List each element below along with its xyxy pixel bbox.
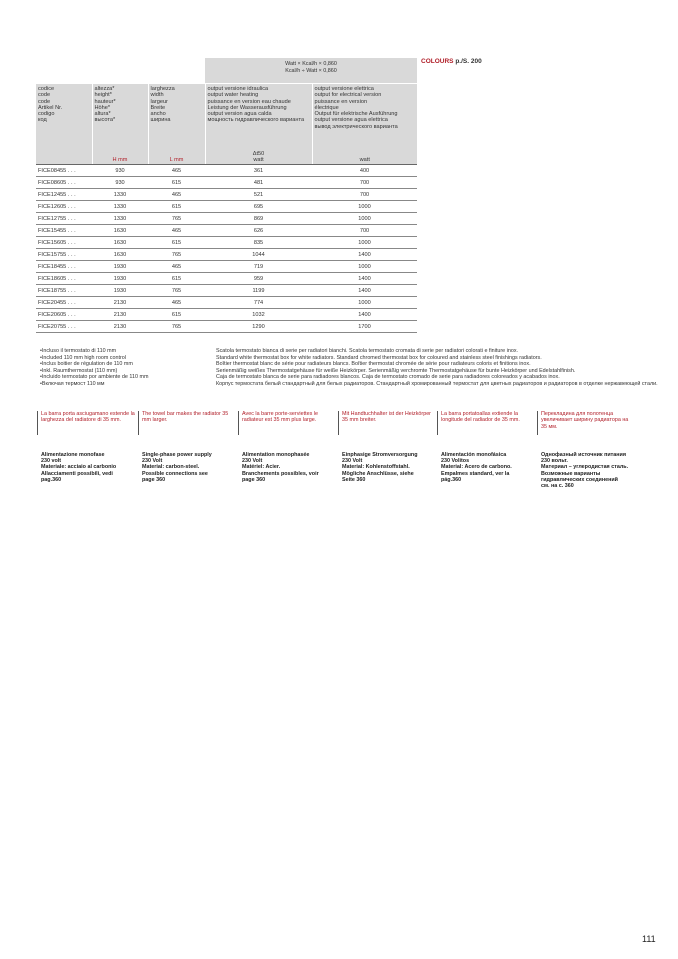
cell-hydraulic: 1199 (205, 285, 312, 297)
cell-electric: 1000 (312, 297, 417, 309)
table-row (36, 237, 417, 249)
conversion-line-2: Kcal/h ÷ Watt × 0,860 (285, 68, 337, 74)
supply-note (342, 452, 440, 483)
cell-width: 765 (148, 321, 205, 333)
thermostat-descriptions (216, 348, 658, 388)
colours-reference[interactable] (421, 58, 482, 65)
header-line: hauteur* (94, 98, 116, 105)
cell-code: FICE20755 . . . (36, 321, 92, 333)
cell-electric: 1400 (312, 309, 417, 321)
cell-height: 1630 (92, 249, 148, 261)
header-line: output versione idraulica (207, 86, 269, 92)
cell-code: FICE20455 . . . (36, 297, 92, 309)
towelbar-note: La barra porta asciugamano estende la larghezza del radiatore di 35 mm. (37, 411, 135, 435)
product-table (36, 84, 417, 333)
cell-code: FICE12605 . . . (36, 201, 92, 213)
cell-height: 2130 (92, 297, 148, 309)
header-line: altezza* (94, 86, 115, 92)
unit-electric-text: watt (359, 157, 370, 164)
header-line: вывод электрического варианта (314, 123, 398, 130)
table-row (36, 189, 417, 201)
cell-height: 1630 (92, 237, 148, 249)
header-line: largeur (150, 98, 168, 105)
table-row (36, 273, 417, 285)
header-line: output versione elettrica (314, 86, 374, 92)
cell-hydraulic: 626 (205, 225, 312, 237)
header-line: Höhe* (94, 104, 111, 111)
note-line: • Inkl. Raumthermostat (110 mm) (40, 368, 148, 375)
supply-line: Possible connections see (142, 470, 208, 477)
header-line: électrique (314, 104, 339, 111)
supply-line: 230 Volt (142, 458, 163, 465)
cell-hydraulic: 1290 (205, 321, 312, 333)
cell-code: FICE18605 . . . (36, 273, 92, 285)
supply-line: page 360 (242, 476, 266, 483)
cell-width: 615 (148, 273, 205, 285)
cell-code: FICE15455 . . . (36, 225, 92, 237)
cell-electric: 700 (312, 177, 417, 189)
cell-height: 1330 (92, 189, 148, 201)
supply-line: pag.360 (41, 476, 62, 483)
cell-width: 615 (148, 237, 205, 249)
cell-width: 765 (148, 213, 205, 225)
colours-label: COLOURS (421, 58, 454, 65)
cell-height: 2130 (92, 321, 148, 333)
note-line: • Incluido termostato por ambiente de 110 mm (40, 374, 148, 381)
header-line: code (38, 98, 51, 105)
supply-line: Mögliche Anschlüsse, siehe (342, 470, 414, 477)
cell-electric: 1400 (312, 285, 417, 297)
cell-code: FICE08605 . . . (36, 177, 92, 189)
supply-line: 230 Volt (342, 458, 363, 465)
conversion-box (205, 58, 417, 83)
unit-electric (312, 150, 417, 165)
unit-width (148, 150, 205, 165)
supply-line: 230 вольт. (541, 458, 568, 465)
header-line: puissance en version eau chaude (207, 98, 291, 105)
cell-hydraulic: 481 (205, 177, 312, 189)
supply-line: 230 Volitos (441, 458, 470, 465)
cell-electric: 1000 (312, 201, 417, 213)
cell-width: 615 (148, 309, 205, 321)
towelbar-note: La barra portatoallas extiende la longitude del radiador de 35 mm. (437, 411, 535, 435)
supply-line: Возможные варианты (541, 470, 601, 477)
supply-line: 230 volt (41, 458, 62, 465)
header-line: высота* (94, 117, 116, 124)
table-row (36, 213, 417, 225)
table-row (36, 297, 417, 309)
cell-hydraulic: 361 (205, 165, 312, 177)
cell-width: 465 (148, 165, 205, 177)
cell-hydraulic: 1044 (205, 249, 312, 261)
supply-line: Material: carbon-steel. (142, 464, 200, 471)
header-electric (312, 84, 417, 150)
description-line: Standard white thermostat box for white radiators. Standard chromed thermostat box for coloured and stainless steel finishings radiators. (216, 354, 542, 361)
cell-hydraulic: 835 (205, 237, 312, 249)
cell-width: 465 (148, 225, 205, 237)
cell-code: FICE15605 . . . (36, 237, 92, 249)
supply-line: Branchements possibles, voir (242, 470, 319, 477)
note-line: • Inclus boitier de régulation de 110 mm (40, 361, 148, 368)
supply-line: Materiale: acciaio al carbonio (41, 464, 117, 471)
supply-line: Allacciamenti possibili, vedi (41, 470, 113, 477)
supply-line: Empalmes standard, ver la (441, 470, 510, 477)
cell-height: 1930 (92, 273, 148, 285)
cell-hydraulic: 695 (205, 201, 312, 213)
table-row (36, 309, 417, 321)
supply-line: Single-phase power supply (142, 452, 212, 458)
supply-line: гидравлических соединений (541, 476, 618, 483)
towelbar-note: Перекладина для полотенца увеличивает ширину радиатора на 35 мм. (537, 411, 635, 435)
cell-width: 465 (148, 297, 205, 309)
header-line: Leistung der Wasserausführung (207, 104, 287, 111)
supply-line: Matériel: Acier. (242, 464, 281, 471)
unit-delta-t: Δt50 (252, 151, 265, 158)
header-hydraulic (205, 84, 312, 150)
header-height (92, 84, 148, 150)
towelbar-note: The towel bar makes the radiator 35 mm larger. (138, 411, 236, 435)
description-line: Boîtier thermostat blanc de série pour radiateurs blancs. Boîtier thermostat chromée de série pour radiateurs coloris et finitions inox. (216, 361, 531, 368)
cell-code: FICE08455 . . . (36, 165, 92, 177)
table-row (36, 177, 417, 189)
supply-line: Материал – углеродистая сталь. (541, 464, 629, 471)
header-line: puissance en version (314, 98, 368, 105)
cell-hydraulic: 774 (205, 297, 312, 309)
cell-width: 765 (148, 285, 205, 297)
cell-width: 615 (148, 201, 205, 213)
cell-electric: 700 (312, 189, 417, 201)
note-line: • Включая термост 110 мм (40, 381, 148, 388)
supply-line: Alimentation monophasée (242, 452, 310, 458)
supply-note (541, 452, 639, 489)
unit-code (36, 150, 92, 165)
cell-electric: 400 (312, 165, 417, 177)
cell-hydraulic: 719 (205, 261, 312, 273)
unit-height (92, 150, 148, 165)
supply-line: page 360 (142, 476, 166, 483)
header-line: codigo (38, 111, 55, 118)
unit-height-text: H mm (112, 157, 128, 164)
cell-height: 1630 (92, 225, 148, 237)
unit-hydraulic-text: watt (253, 157, 264, 164)
supply-line: 230 Volt (242, 458, 263, 465)
cell-width: 615 (148, 177, 205, 189)
cell-hydraulic: 1032 (205, 309, 312, 321)
cell-hydraulic: 521 (205, 189, 312, 201)
cell-code: FICE12755 . . . (36, 213, 92, 225)
header-line: Breite (150, 104, 166, 111)
cell-electric: 1400 (312, 249, 417, 261)
cell-height: 1330 (92, 201, 148, 213)
header-line: width (150, 92, 164, 99)
cell-width: 465 (148, 261, 205, 273)
header-line: Output für elektrische Ausführung (314, 111, 398, 118)
supply-note (441, 452, 539, 483)
table-header (36, 84, 417, 150)
note-line: • Included 110 mm high room control (40, 355, 148, 362)
cell-electric: 1000 (312, 213, 417, 225)
table-units (36, 150, 417, 165)
conversion-line-1: Watt × Kcal/h × 0,860 (285, 61, 337, 67)
table-row (36, 249, 417, 261)
table-row (36, 285, 417, 297)
supply-line: Однофазный источник питания (541, 452, 627, 458)
cell-code: FICE20605 . . . (36, 309, 92, 321)
cell-code: FICE18755 . . . (36, 285, 92, 297)
cell-hydraulic: 869 (205, 213, 312, 225)
cell-electric: 1000 (312, 261, 417, 273)
cell-code: FICE12455 . . . (36, 189, 92, 201)
header-line: Artikel Nr. (38, 104, 63, 111)
cell-width: 465 (148, 189, 205, 201)
cell-electric: 1700 (312, 321, 417, 333)
description-line: Caja de termostato blanca de serie para radiadores blancos. Caja de termostato cromado de serie para radiadores coloreados y acabados inox. (216, 374, 560, 381)
supply-note (142, 452, 240, 483)
header-line: мощность гидравлического варианта (207, 117, 305, 124)
supply-line: Alimentación monofásica (441, 452, 507, 458)
header-code (36, 84, 92, 150)
towelbar-note: Mit Handtuchhalter ist der Heizkörper 35 mm breiter. (338, 411, 436, 435)
note-line: • Incluso il termostato di 110 mm (40, 348, 148, 355)
cell-height: 930 (92, 165, 148, 177)
cell-height: 930 (92, 177, 148, 189)
thermostat-notes (40, 348, 148, 388)
table-row (36, 321, 417, 333)
description-line: Scatola termostato bianca di serie per radiatori bianchi. Scatola termostato cromata di serie per radiatori colorati e finiture inox. (216, 348, 519, 354)
table-row (36, 261, 417, 273)
supply-line: Einphasige Stromversorgung (342, 452, 418, 458)
cell-height: 1930 (92, 285, 148, 297)
supply-note (41, 452, 139, 483)
header-width (148, 84, 205, 150)
cell-hydraulic: 959 (205, 273, 312, 285)
header-line: larghezza (150, 86, 175, 92)
supply-line: см. на с. 360 (541, 483, 574, 490)
header-line: height* (94, 92, 112, 99)
table-row (36, 201, 417, 213)
table-row (36, 165, 417, 177)
supply-note (242, 452, 340, 483)
cell-width: 765 (148, 249, 205, 261)
supply-line: Material: Acero de carbono. (441, 464, 512, 471)
supply-line: Material: Kohlenstoffstahl. (342, 464, 410, 471)
header-line: altura* (94, 111, 111, 118)
cell-code: FICE15755 . . . (36, 249, 92, 261)
cell-electric: 1400 (312, 273, 417, 285)
header-line: codice (38, 86, 55, 92)
unit-width-text: L mm (169, 157, 184, 164)
supply-line: pág.360 (441, 476, 462, 483)
description-line: Serienmäßig weißes Thermostatgehäuse für weiße Heizkörper. Serienmäßig verchromte Thermostatgehäuse für bunte Heizkörper und Edelstahlfinish. (216, 367, 576, 374)
cell-code: FICE18455 . . . (36, 261, 92, 273)
supply-line: Alimentazione monofase (41, 452, 105, 458)
header-line: code (38, 92, 51, 99)
table-row (36, 225, 417, 237)
cell-height: 1930 (92, 261, 148, 273)
header-line: output version agua calda (207, 111, 272, 118)
page-number: 111 (642, 934, 656, 944)
towelbar-note: Avec la barre porte-serviettes le radiateur est 35 mm plus large. (238, 411, 336, 435)
header-line: код (38, 117, 47, 124)
colours-page: p./S. 200 (455, 58, 482, 65)
unit-hydraulic (205, 150, 312, 165)
cell-height: 2130 (92, 309, 148, 321)
description-line: Корпус термостата белый стандартный для белых радиаторов. Стандартный хромированный термостат для цветных радиаторов и радиаторов в отделке нержавеющей стали. (216, 380, 658, 387)
cell-height: 1330 (92, 213, 148, 225)
header-line: ширина (150, 117, 171, 124)
supply-line: Seite 360 (342, 476, 366, 483)
header-line: output versione agua elettrica (314, 117, 388, 124)
cell-electric: 1000 (312, 237, 417, 249)
header-line: output water heating (207, 92, 259, 99)
header-line: ancho (150, 111, 166, 118)
header-line: output for electrical version (314, 92, 382, 99)
cell-electric: 700 (312, 225, 417, 237)
